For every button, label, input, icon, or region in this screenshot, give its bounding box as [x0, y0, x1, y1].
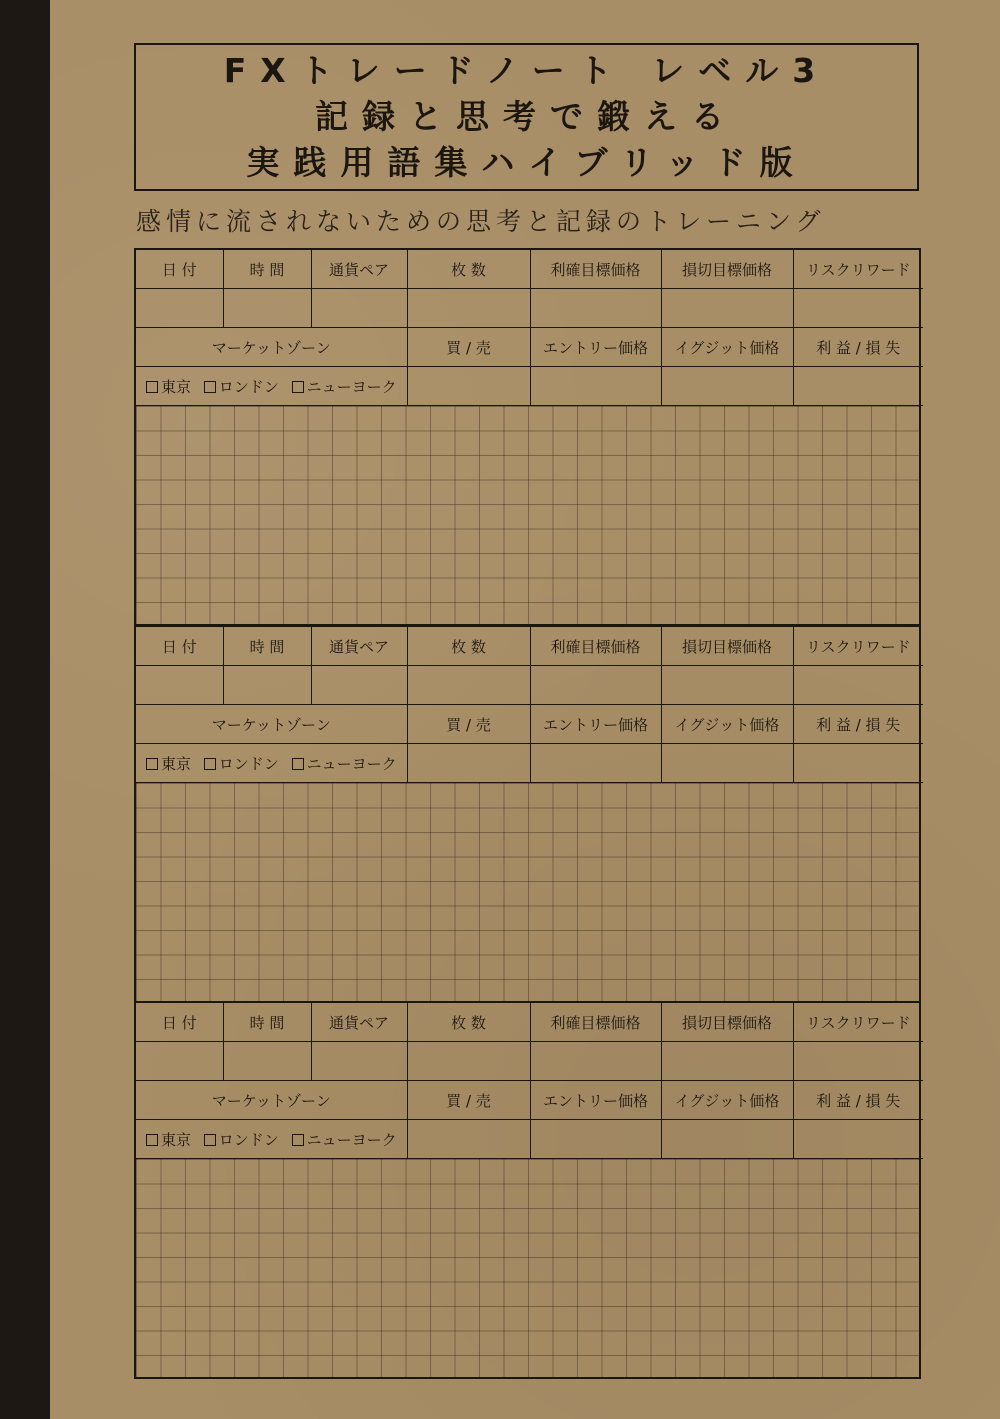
field-buy-sell[interactable] [407, 744, 530, 783]
field-profit-loss[interactable] [793, 1120, 923, 1159]
label-pair: 通貨ペア [311, 250, 407, 289]
label-buy-sell: 買 / 売 [407, 705, 530, 744]
field-time[interactable] [223, 289, 311, 328]
label-stop-loss: 損切目標価格 [661, 250, 793, 289]
label-take-profit: 利確目標価格 [530, 1003, 661, 1042]
label-exit-price: イグジット価格 [661, 328, 793, 367]
label-profit-loss: 利 益 / 損 失 [793, 328, 923, 367]
label-stop-loss: 損切目標価格 [661, 627, 793, 666]
notebook-spine [0, 0, 50, 1419]
field-pair[interactable] [311, 1042, 407, 1081]
field-stop-loss[interactable] [661, 289, 793, 328]
zone-checkboxes [136, 1120, 407, 1159]
label-lots: 枚 数 [407, 1003, 530, 1042]
label-stop-loss: 損切目標価格 [661, 1003, 793, 1042]
field-risk-reward[interactable] [793, 666, 923, 705]
title-line-2: 記録と思考で鍛える [315, 97, 738, 136]
label-date: 日 付 [136, 250, 223, 289]
label-take-profit: 利確目標価格 [530, 627, 661, 666]
field-pair[interactable] [311, 289, 407, 328]
field-profit-loss[interactable] [793, 367, 923, 406]
label-entry-price: エントリー価格 [530, 705, 661, 744]
label-buy-sell: 買 / 売 [407, 328, 530, 367]
label-risk-reward: リスクリワード [793, 627, 923, 666]
label-exit-price: イグジット価格 [661, 1081, 793, 1120]
field-time[interactable] [223, 1042, 311, 1081]
zone-checkboxes [136, 367, 407, 406]
zone-london[interactable]: ロンドン [204, 755, 279, 773]
zone-tokyo[interactable]: 東京 [146, 1131, 191, 1149]
field-stop-loss[interactable] [661, 666, 793, 705]
zone-newyork[interactable]: ニューヨーク [292, 378, 397, 396]
zone-london[interactable]: ロンドン [204, 378, 279, 396]
checkbox-icon[interactable] [204, 381, 216, 393]
label-time: 時 間 [223, 1003, 311, 1042]
checkbox-icon[interactable] [146, 758, 158, 770]
field-take-profit[interactable] [530, 289, 661, 328]
title-line-3: 実践用語集ハイブリッド版 [246, 143, 807, 182]
label-take-profit: 利確目標価格 [530, 250, 661, 289]
field-exit-price[interactable] [661, 367, 793, 406]
label-profit-loss: 利 益 / 損 失 [793, 705, 923, 744]
trade-form-table [136, 250, 923, 406]
label-date: 日 付 [136, 627, 223, 666]
field-risk-reward[interactable] [793, 1042, 923, 1081]
field-profit-loss[interactable] [793, 744, 923, 783]
field-lots[interactable] [407, 289, 530, 328]
label-pair: 通貨ペア [311, 1003, 407, 1042]
field-take-profit[interactable] [530, 666, 661, 705]
field-buy-sell[interactable] [407, 367, 530, 406]
field-exit-price[interactable] [661, 744, 793, 783]
field-buy-sell[interactable] [407, 1120, 530, 1159]
label-market-zone: マーケットゾーン [136, 705, 407, 744]
field-risk-reward[interactable] [793, 289, 923, 328]
checkbox-icon[interactable] [146, 1134, 158, 1146]
label-market-zone: マーケットゾーン [136, 328, 407, 367]
trade-form-table [136, 627, 923, 783]
label-risk-reward: リスクリワード [793, 250, 923, 289]
title-line-1: FXトレードノート レベル3 [223, 51, 830, 90]
field-date[interactable] [136, 289, 223, 328]
zone-london[interactable]: ロンドン [204, 1131, 279, 1149]
checkbox-icon[interactable] [292, 381, 304, 393]
subtitle: 感情に流されないための思考と記録のトレーニング [136, 207, 826, 236]
label-pair: 通貨ペア [311, 627, 407, 666]
field-pair[interactable] [311, 666, 407, 705]
label-date: 日 付 [136, 1003, 223, 1042]
label-lots: 枚 数 [407, 627, 530, 666]
label-profit-loss: 利 益 / 損 失 [793, 1081, 923, 1120]
field-take-profit[interactable] [530, 1042, 661, 1081]
label-market-zone: マーケットゾーン [136, 1081, 407, 1120]
field-entry-price[interactable] [530, 744, 661, 783]
notes-grid[interactable] [136, 405, 919, 625]
label-exit-price: イグジット価格 [661, 705, 793, 744]
label-entry-price: エントリー価格 [530, 328, 661, 367]
notes-grid[interactable] [136, 782, 919, 1002]
zone-tokyo[interactable]: 東京 [146, 755, 191, 773]
checkbox-icon[interactable] [146, 381, 158, 393]
field-lots[interactable] [407, 1042, 530, 1081]
field-date[interactable] [136, 666, 223, 705]
label-time: 時 間 [223, 627, 311, 666]
zone-newyork[interactable]: ニューヨーク [292, 755, 397, 773]
field-date[interactable] [136, 1042, 223, 1081]
zone-checkboxes [136, 744, 407, 783]
field-lots[interactable] [407, 666, 530, 705]
checkbox-icon[interactable] [292, 758, 304, 770]
label-time: 時 間 [223, 250, 311, 289]
title-box [134, 43, 919, 191]
label-risk-reward: リスクリワード [793, 1003, 923, 1042]
field-entry-price[interactable] [530, 367, 661, 406]
trade-entry-3 [134, 1001, 921, 1379]
checkbox-icon[interactable] [292, 1134, 304, 1146]
field-entry-price[interactable] [530, 1120, 661, 1159]
trade-form-table [136, 1003, 923, 1159]
zone-newyork[interactable]: ニューヨーク [292, 1131, 397, 1149]
trade-entry-1 [134, 248, 921, 626]
field-stop-loss[interactable] [661, 1042, 793, 1081]
checkbox-icon[interactable] [204, 758, 216, 770]
label-lots: 枚 数 [407, 250, 530, 289]
zone-tokyo[interactable]: 東京 [146, 378, 191, 396]
label-buy-sell: 買 / 売 [407, 1081, 530, 1120]
label-entry-price: エントリー価格 [530, 1081, 661, 1120]
trade-entry-2 [134, 625, 921, 1003]
field-exit-price[interactable] [661, 1120, 793, 1159]
checkbox-icon[interactable] [204, 1134, 216, 1146]
field-time[interactable] [223, 666, 311, 705]
notes-grid[interactable] [136, 1158, 919, 1378]
